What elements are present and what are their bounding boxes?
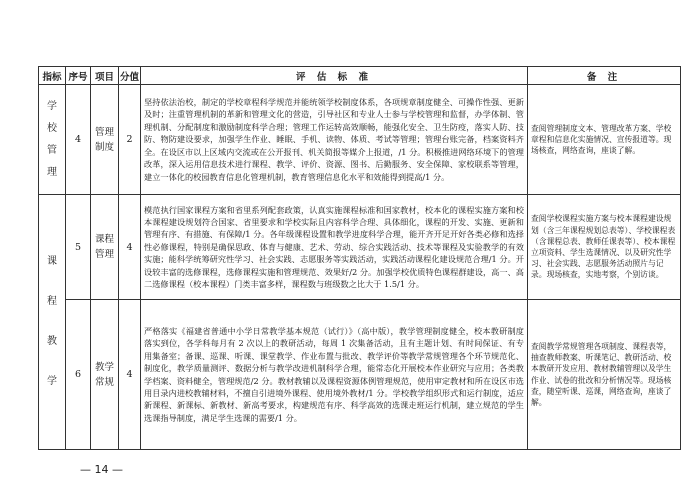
indicator-cell-school-management [39, 85, 66, 195]
seq-cell: 5 [66, 195, 91, 300]
item-line: 课程 [94, 234, 114, 245]
indicator-cell-curriculum-teaching [39, 195, 66, 450]
table-row [39, 195, 681, 300]
header-note: 备 注 [528, 67, 681, 85]
item-line: 教学 [94, 361, 114, 373]
score-cell: 2 [119, 85, 141, 195]
indicator-char: 教 [47, 336, 57, 347]
table-header-row [39, 67, 681, 85]
note-cell: 查阅教学常规管理各项制度、课程表等，抽查教师教案、听课笔记、教研活动、校本教研开发应用、教材教辅管理以及学生作业、试卷的批改和分析情况等。现场核查，随堂听课、巡课，网络查询，座谈了解。 [528, 300, 681, 450]
table-row [39, 85, 681, 195]
item-line: 管理 [94, 126, 114, 138]
note-cell: 查阅管理制度文本、管理改革方案、学校章程和信息化实施情况、宣传报道等。现场核查，网络查询，座谈了解。 [528, 85, 681, 195]
score-cell: 4 [119, 195, 141, 300]
score-cell: 4 [119, 300, 141, 450]
standard-cell: 严格落实《福建省普通中小学日常教学基本规范（试行）》（高中版），教学管理制度健全，校本教研制度落实到位，各学科每月有 2 次以上的教研活动，每周 1 次集备活动，且有主题计划、有时间保证、有专用集备室；备课、巡课、听课、课堂教学、作业布置与批改、教学评价等教学常规管理各个环节规范化、制度化，教学质量测评、数据分析与教学改进机制科学合理，能常态化开展校本作业研究与应用；各类教学档案、资料健全，管理规范/2 分。教材教辅以及课程资源体例管理规范，使用审定教材和所在设区市选用目录内进校教辅材料，不擅自引进境外课程、使用境外教材/1 分。学校教学组织形式和运行制度，适应新课程、新课标、新教材、新高考要求，构建规范有序、科学高效的选课走班运行机制，建立规范的学生选课指导制度，满足学生选课的需要/1 分。 [141, 300, 528, 450]
standard-cell: 坚持依法治校，制定的学校章程科学规范并能统领学校制度体系，各项规章制度健全、可操作性强、更新及时；注重管理机制的革新和管理文化的营造，引导社区和专业人士参与学校管理和监督，办学体制、管理机制、分配制度和激励制度科学合理；管理工作运转高效顺畅，能强化安全、卫生防疫，落实人防、技防、物防建设要求，加强学生作业、睡眠、手机、读物、体质、考试等管理；管理台账完备，档案资料齐全。在设区市以上区域内交流或在公开报刊、机关简报等媒介上报道，/1 分。积极推进网络环境下的管理改革，深入运用信息技术进行课程、教学、评价、资源、图书、后勤服务、安全保障、家校联系等管理，建立一体化的校园教育信息化管理机制，教育管理信息化水平和效能得到提高/1 分。 [141, 85, 528, 195]
item-line: 管理 [94, 249, 114, 260]
item-line: 常规 [94, 376, 114, 388]
table-row [39, 300, 681, 450]
evaluation-table [38, 66, 680, 454]
indicator-char: 理 [47, 166, 57, 178]
seq-cell: 4 [66, 85, 91, 195]
indicator-char: 学 [47, 100, 57, 112]
header-standard: 评 估 标 准 [141, 67, 528, 85]
indicator-char: 学 [47, 376, 57, 387]
indicator-char: 校 [47, 122, 57, 134]
indicator-char: 程 [47, 296, 57, 307]
indicator-char: 管 [47, 144, 57, 156]
seq-cell: 6 [66, 300, 91, 450]
item-line: 制度 [94, 141, 114, 153]
header-score: 分值 [119, 67, 141, 85]
item-cell [91, 195, 119, 300]
item-cell [91, 300, 119, 450]
header-indicator: 指标 [39, 67, 66, 85]
header-item: 项目 [91, 67, 119, 85]
header-seq: 序号 [66, 67, 91, 85]
note-cell: 查阅学校课程实施方案与校本课程建设规划（含三年课程规划总表等）、学校课程表（含课程总表、教师任课表等）、校本课程立项资料、学生选课情况、以及研究性学习、社会实践、志愿服务活动照片与记录。现场核查，实地考察，个别访谈。 [528, 195, 681, 300]
standard-cell: 模范执行国家课程方案和省里系列配套政策，认真实施课程标准和国家教材，校本化的课程实施方案和校本课程建设规划符合国家、省里要求和学校实际且内容科学合理、具体细化，课程的开发、实施、更新和管理有序、有措施、有保障/1 分。各年级课程设置和教学进度科学合理，能开齐开足开好各类必修和选择性必修课程，特别是确保思政、体育与健康、艺术、劳动、综合实践活动、技术等课程及实验教学的有效实施；能科学统筹研究性学习、社会实践、志愿服务等实践活动，实践活动课程化建设规范合理/1 分。开设较丰富的选修课程，选修课程实施和管理规范、效果好/2 分。加强学校优质特色课程群建设，高一、高二选修课程（校本课程）门类丰富多样，课程数与班级数之比大于 1.5/1 分。 [141, 195, 528, 300]
indicator-char: 课 [47, 256, 57, 267]
item-cell [91, 85, 119, 195]
page-number: — 14 — [80, 463, 123, 476]
evaluation-table-grid [38, 66, 681, 450]
